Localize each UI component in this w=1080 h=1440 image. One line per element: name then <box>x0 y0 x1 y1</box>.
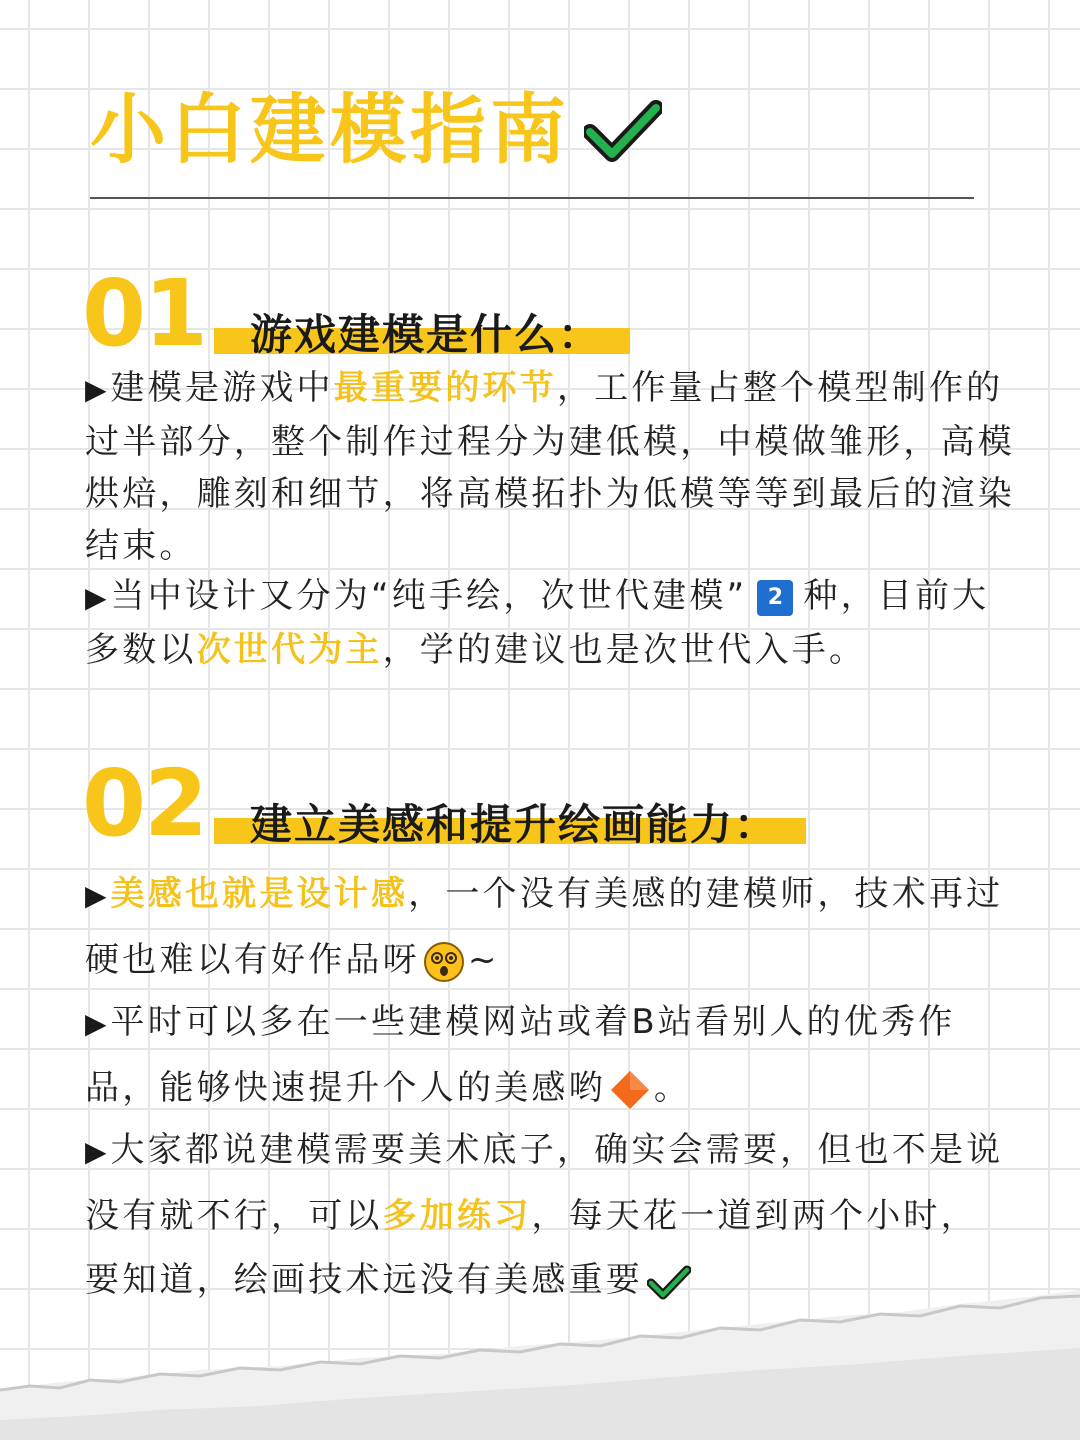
paragraph-text: 建模是游戏中 <box>110 368 334 408</box>
check-mark-icon <box>584 98 662 162</box>
section-02-header <box>82 750 806 857</box>
bullet-triangle: ▶ <box>85 581 107 614</box>
paragraph-text: 平时可以多在一些建模网站或着B站看别人的优秀作品，能够快速提升个人的美感哟 <box>85 1002 956 1108</box>
section-01-paragraph-2 <box>85 570 1015 676</box>
bullet-triangle: ▶ <box>85 373 107 406</box>
page-title: 小白建模指南 <box>90 85 570 174</box>
paragraph-text: ，学的建议也是次世代入手。 <box>382 630 867 670</box>
bullet-triangle: ▶ <box>85 1135 107 1168</box>
bullet-triangle: ▶ <box>85 879 107 912</box>
section-01-paragraph-1 <box>85 362 1015 572</box>
title-row <box>90 85 662 174</box>
paragraph-text: ，工作量占整个模型制作的过半部分，整个制作过程分为建低模，中模做雏形，高模烘焙，雕刻和细节，将高模拓扑为低模等等到最后的渲染结束。 <box>85 368 1015 566</box>
highlight-text: 美感也就是设计感 <box>110 874 409 914</box>
paragraph-text: 。 <box>653 1068 692 1108</box>
highlight-text: 次世代为主 <box>196 630 383 670</box>
section-heading: 建立美感和提升绘画能力： <box>250 799 779 849</box>
keycap-two-icon: 2 <box>757 580 793 616</box>
torn-paper-decoration <box>0 1220 1080 1440</box>
section-heading-bar <box>214 309 630 359</box>
paragraph-text: ，一个没有美感的建模师，技术再过硬也难以有好作品呀 <box>85 874 1004 980</box>
bullet-triangle: ▶ <box>85 1007 107 1040</box>
section-heading: 游戏建模是什么： <box>250 309 603 359</box>
section-01-header <box>82 260 630 367</box>
orange-diamond-icon <box>608 1068 652 1112</box>
paragraph-text: ~ <box>467 940 500 980</box>
paragraph-text: 当中设计又分为“纯手绘，次世代建模” <box>110 576 748 616</box>
section-heading-bar <box>214 799 806 849</box>
highlight-text: 最重要的环节 <box>333 368 557 408</box>
paragraph-text: ，每天花一道到两个小时，要知道，绘画技术远没有美感重要 <box>85 1196 978 1300</box>
section-02-paragraph-2 <box>85 990 1015 1120</box>
dizzy-face-icon <box>422 940 466 984</box>
highlight-text: 多加练习 <box>382 1196 532 1236</box>
paragraph-text: 种，目前大多数以 <box>85 576 990 670</box>
section-02-paragraph-1 <box>85 862 1015 992</box>
title-divider <box>90 197 974 199</box>
section-number: 02 <box>82 750 207 857</box>
section-number: 01 <box>82 260 207 367</box>
paragraph-text: 大家都说建模需要美术底子，确实会需要，但也不是说没有就不行，可以 <box>85 1130 1004 1236</box>
